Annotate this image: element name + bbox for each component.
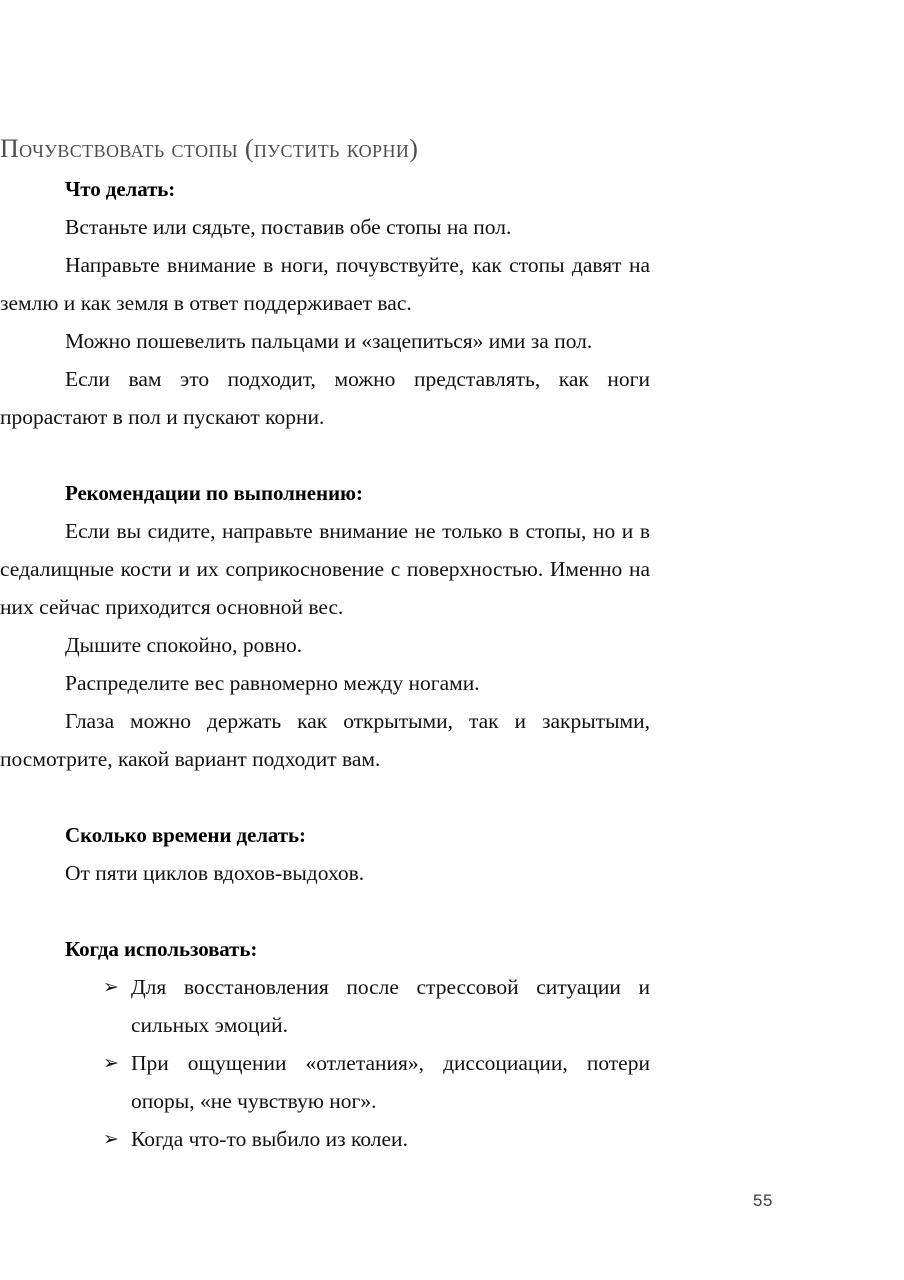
page-number: 55 <box>753 1191 773 1210</box>
heading-when-to-use: Когда использовать: <box>65 937 258 961</box>
paragraph: Направьте внимание в ноги, почувствуйте, как стопы давят на землю и как земля в ответ поддерживает вас. <box>0 253 650 315</box>
page-title: Почувствовать стопы (пустить корни) <box>0 134 419 163</box>
list-item <box>0 1044 650 1120</box>
paragraph: Дышите спокойно, ровно. <box>65 633 303 657</box>
page-body <box>0 170 650 1158</box>
list-item-text: При ощущении «отлетания», диссоциации, потери опоры, «не чувствую ног». <box>131 1051 650 1113</box>
list-item-text: Когда что-то выбило из колеи. <box>131 1127 408 1151</box>
arrow-bullet-icon: ➢ <box>103 1052 119 1074</box>
arrow-bullet-icon: ➢ <box>103 1128 119 1150</box>
paragraph: Если вам это подходит, можно представлять, как ноги прорастают в пол и пускают корни. <box>0 367 650 429</box>
heading-duration: Сколько времени делать: <box>65 823 306 847</box>
section-spacer <box>0 778 650 816</box>
paragraph: Встаньте или сядьте, поставив обе стопы на пол. <box>65 215 512 239</box>
paragraph: Можно пошевелить пальцами и «зацепиться» ими за пол. <box>65 329 593 353</box>
section-duration <box>0 816 650 892</box>
when-to-use-list <box>0 968 650 1158</box>
arrow-bullet-icon: ➢ <box>103 976 119 998</box>
paragraph: Глаза можно держать как открытыми, так и закрытыми, посмотрите, какой вариант подходит вам. <box>0 709 650 771</box>
section-recommendations <box>0 474 650 778</box>
paragraph: От пяти циклов вдохов-выдохов. <box>65 861 365 885</box>
section-when-to-use <box>0 930 650 1158</box>
paragraph: Распределите вес равномерно между ногами. <box>65 671 480 695</box>
list-item-text: Для восстановления после стрессовой ситуации и сильных эмоций. <box>131 975 650 1037</box>
section-spacer <box>0 436 650 474</box>
paragraph: Если вы сидите, направьте внимание не только в стопы, но и в седалищные кости и их соприкосновение с поверхностью. Именно на них сейчас приходится основной вес. <box>0 519 650 619</box>
section-spacer <box>0 892 650 930</box>
heading-what-to-do: Что делать: <box>65 177 176 201</box>
list-item <box>0 1120 650 1158</box>
list-item <box>0 968 650 1044</box>
section-what-to-do <box>0 170 650 436</box>
heading-recommendations: Рекомендации по выполнению: <box>65 481 363 505</box>
